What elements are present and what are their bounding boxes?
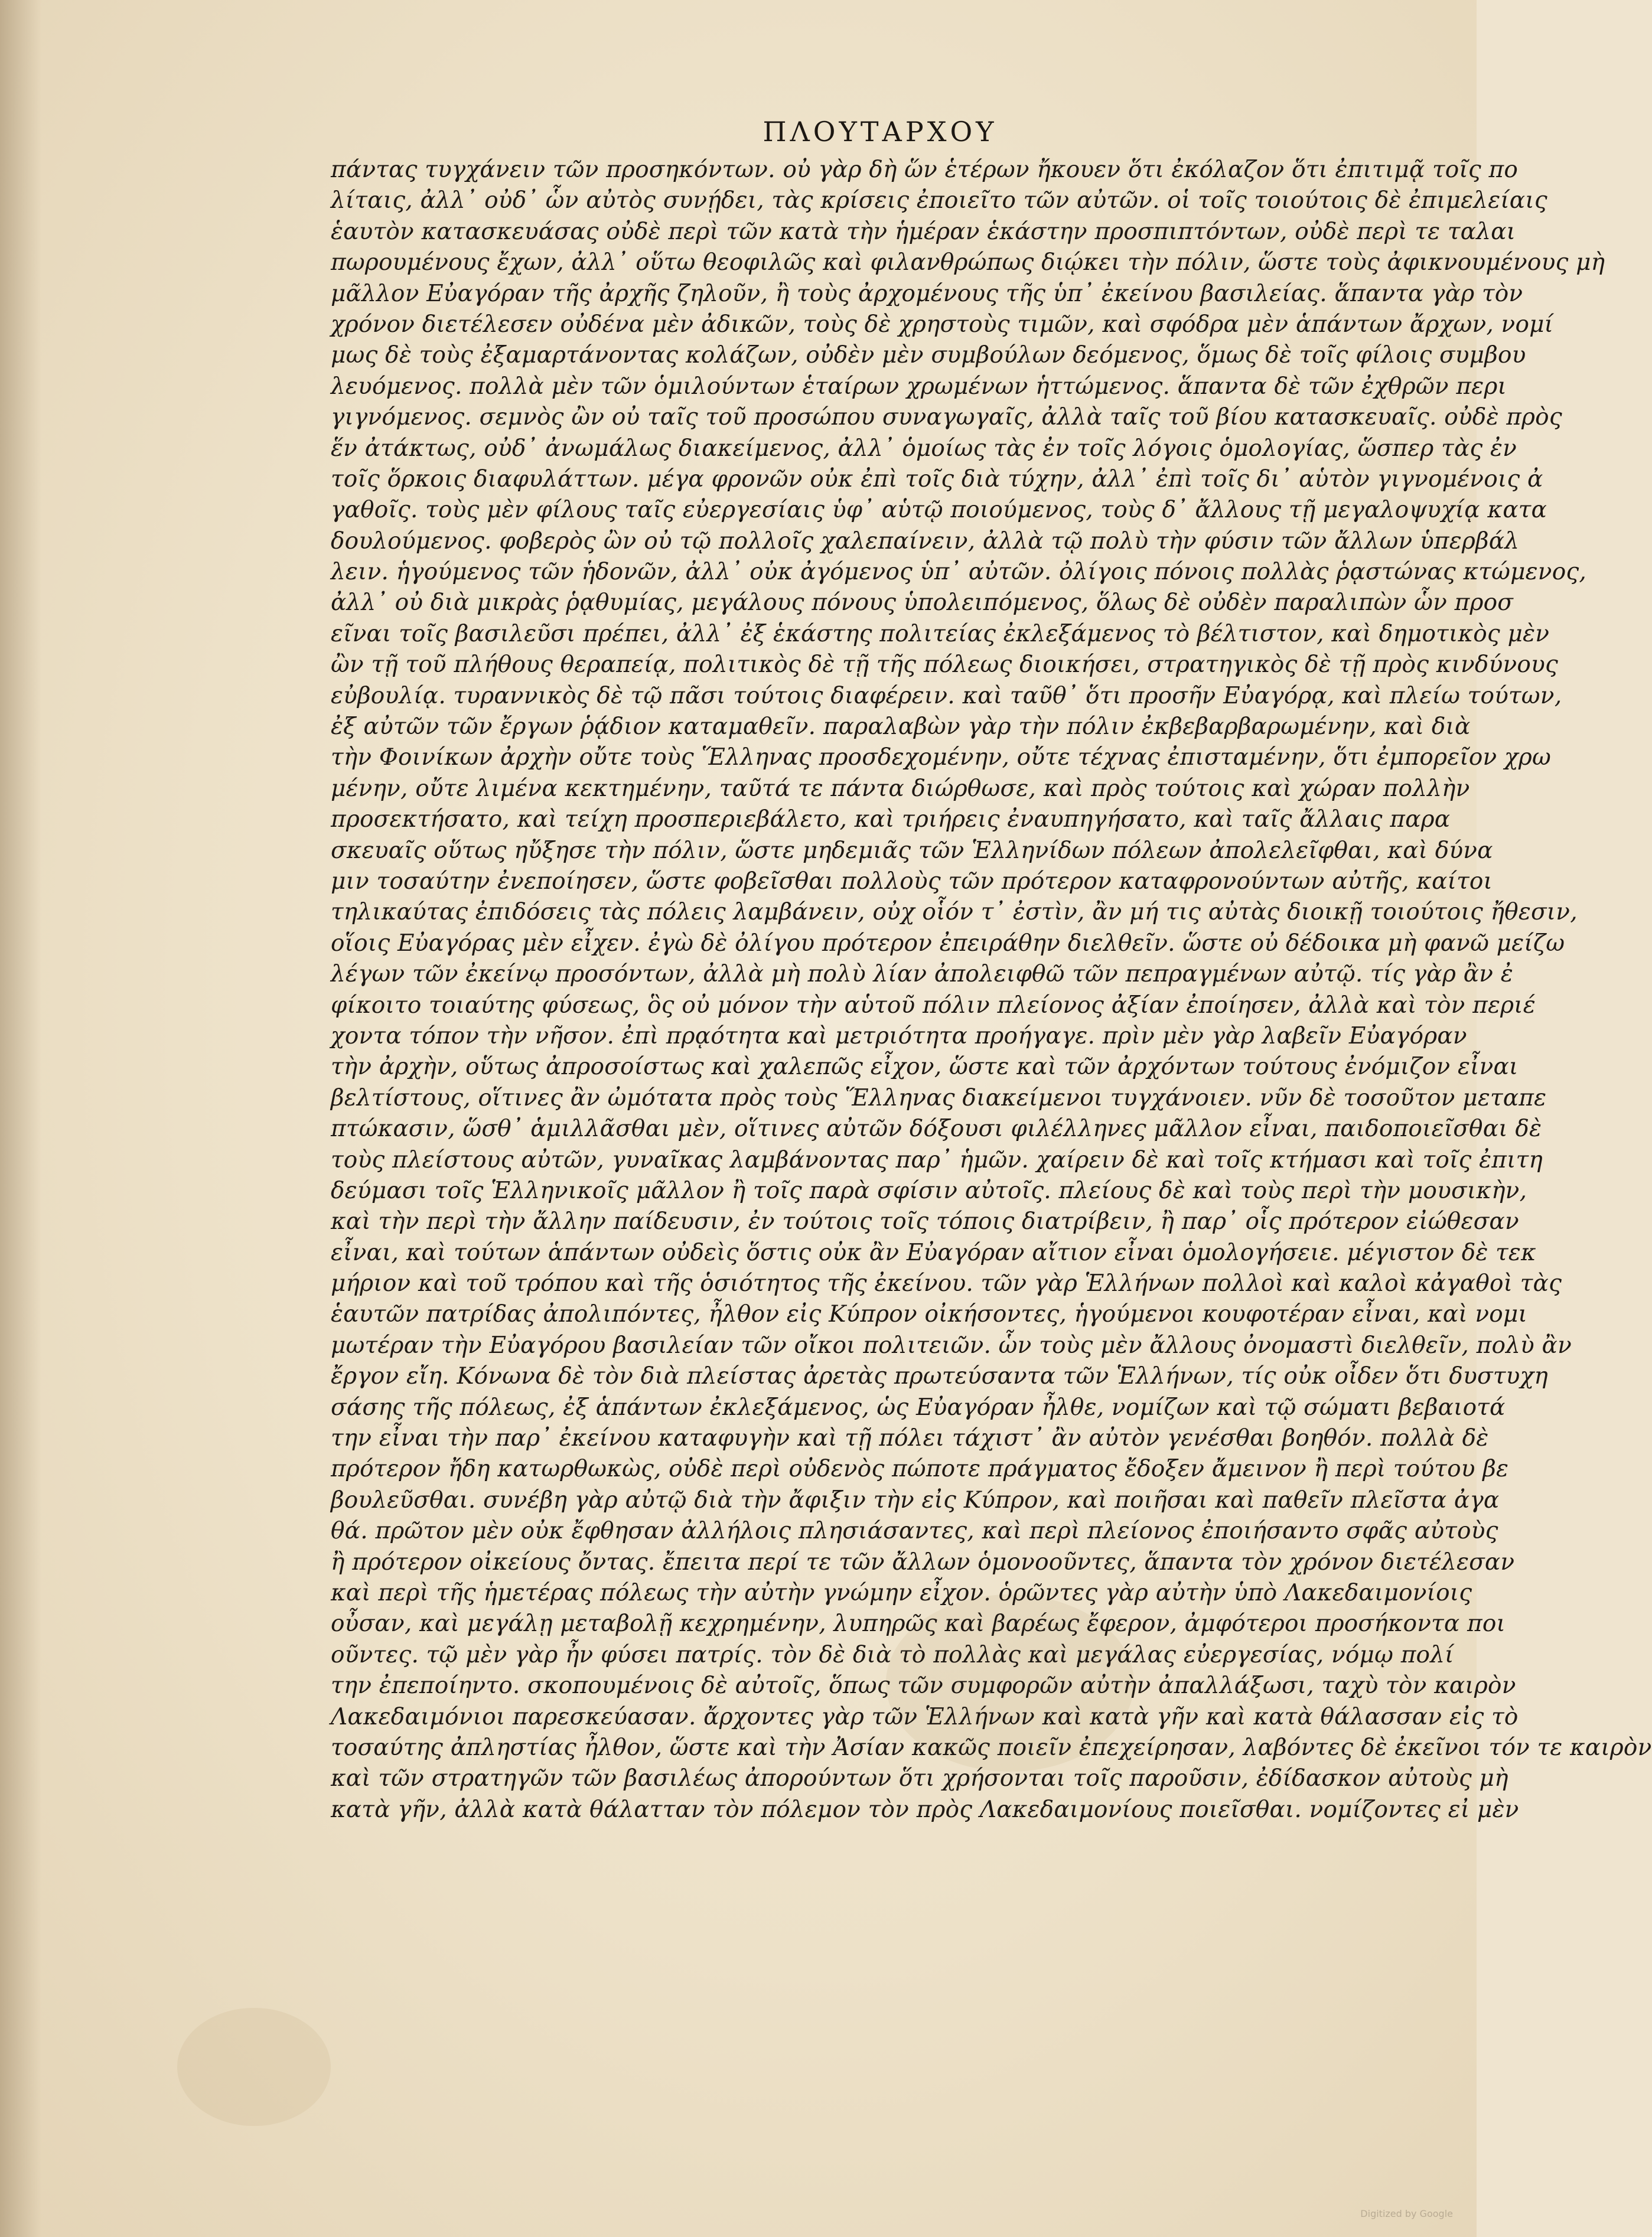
text-line: οἵοις Εὐαγόρας μὲν εἶχεν. ἐγὼ δὲ ὀλίγου πρότερον ἐπειράθην διελθεῖν. ὥστε οὐ δέδοικα μὴ φανῶ μείζω <box>331 930 1565 957</box>
text-line: καὶ τῶν στρατηγῶν τῶν βασιλέως ἀπορούντων ὅτι χρήσονται τοῖς παροῦσιν, ἐδίδασκον αὐτοὺς μὴ <box>331 1765 1508 1792</box>
text-line: καὶ περὶ τῆς ἡμετέρας πόλεως τὴν αὐτὴν γνώμην εἶχον. ὁρῶντες γὰρ αὐτὴν ὑπὸ Λακεδαιμονίοις <box>331 1579 1472 1606</box>
text-line: ἐξ αὐτῶν τῶν ἔργων ῥᾴδιον καταμαθεῖν. παραλαβὼν γὰρ τὴν πόλιν ἐκβεβαρβαρωμένην, καὶ διὰ <box>331 713 1471 741</box>
text-line: μένην, οὔτε λιμένα κεκτημένην, ταῦτά τε πάντα διώρθωσε, καὶ πρὸς τούτοις καὶ χώραν πολλὴν <box>331 775 1470 802</box>
text-line: δεύμασι τοῖς Ἑλληνικοῖς μᾶλλον ἢ τοῖς παρὰ σφίσιν αὐτοῖς. πλείους δὲ καὶ τοὺς περὶ τὴν μουσικὴν, <box>331 1177 1527 1204</box>
text-line: εἶναι, καὶ τούτων ἁπάντων οὐδεὶς ὅστις οὐκ ἂν Εὐαγόραν αἴτιον εἶναι ὁμολογήσειε. μέγιστον δὲ τεκ <box>331 1239 1536 1266</box>
text-line: τὴν ἀρχὴν, οὕτως ἀπροσοίστως καὶ χαλεπῶς εἶχον, ὥστε καὶ τῶν ἀρχόντων τούτους ἐνόμιζον εἶναι <box>331 1054 1519 1081</box>
paper-stain <box>177 2008 331 2126</box>
text-line: πτώκασιν, ὥσθ᾽ ἁμιλλᾶσθαι μὲν, οἵτινες αὐτῶν δόξουσι φιλέλληνες μᾶλλον εἶναι, παιδοποιεῖσθαι δὲ <box>331 1116 1542 1143</box>
text-line: μως δὲ τοὺς ἐξαμαρτάνοντας κολάζων, οὐδὲν μὲν συμβούλων δεόμενος, ὅμως δὲ τοῖς φίλοις συμβου <box>331 342 1526 369</box>
text-line: προσεκτήσατο, καὶ τείχη προσπεριεβάλετο, καὶ τριήρεις ἐναυπηγήσατο, καὶ ταῖς ἄλλαις παρα <box>331 806 1451 833</box>
text-line: λειν. ἡγούμενος τῶν ἡδονῶν, ἀλλ᾽ οὐκ ἀγόμενος ὑπ᾽ αὐτῶν. ὀλίγοις πόνοις πολλὰς ῥᾳστώνας κτώμενος, <box>331 559 1587 586</box>
text-line: πρότερον ἤδη κατωρθωκὼς, οὐδὲ περὶ οὐδενὸς πώποτε πράγματος ἔδοξεν ἄμεινον ἢ περὶ τούτου βε <box>331 1456 1509 1483</box>
text-line: Λακεδαιμόνιοι παρεσκεύασαν. ἄρχοντες γὰρ τῶν Ἑλλήνων καὶ κατὰ γῆν καὶ κατὰ θάλασσαν εἰς τὸ <box>331 1703 1519 1730</box>
text-line: ἢ πρότερον οἰκείους ὄντας. ἔπειτα περί τε τῶν ἄλλων ὁμονοοῦντες, ἅπαντα τὸν χρόνον διετέλεσαν <box>331 1548 1515 1576</box>
text-line: ἑαυτὸν κατασκευάσας οὐδὲ περὶ τῶν κατὰ τὴν ἡμέραν ἑκάστην προσπιπτόντων, οὐδὲ περὶ τε ταλαι <box>331 218 1516 245</box>
text-line: τοὺς πλείστους αὐτῶν, γυναῖκας λαμβάνοντας παρ᾽ ἡμῶν. χαίρειν δὲ καὶ τοῖς κτήμασι καὶ τοῖς ἐπιτη <box>331 1146 1543 1173</box>
text-line: γαθοῖς. τοὺς μὲν φίλους ταῖς εὐεργεσίαις ὑφ᾽ αὑτῷ ποιούμενος, τοὺς δ᾽ ἄλλους τῇ μεγαλοψυχίᾳ κατα <box>331 497 1547 524</box>
text-line: σκευαῖς οὕτως ηὔξησε τὴν πόλιν, ὥστε μηδεμιᾶς τῶν Ἑλληνίδων πόλεων ἀπολελεῖφθαι, καὶ δύνα <box>331 837 1493 864</box>
text-line: ἕν ἀτάκτως, οὐδ᾽ ἀνωμάλως διακείμενος, ἀλλ᾽ ὁμοίως τὰς ἐν τοῖς λόγοις ὁμολογίας, ὥσπερ τὰς ἐν <box>331 435 1517 462</box>
text-line: χοντα τόπον τὴν νῆσον. ἐπὶ πρᾳότητα καὶ μετριότητα προήγαγε. πρὶν μὲν γὰρ λαβεῖν Εὐαγόραν <box>331 1022 1467 1049</box>
text-line: θά. πρῶτον μὲν οὐκ ἔφθησαν ἀλλήλοις πλησιάσαντες, καὶ περὶ πλείονος ἐποιήσαντο σφᾶς αὐτοὺς <box>331 1518 1498 1545</box>
text-line: πάντας τυγχάνειν τῶν προσηκόντων. οὐ γὰρ δὴ ὥν ἑτέρων ἤκουεν ὅτι ἐκόλαζον ὅτι ἐπιτιμᾷ τοῖς πο <box>331 156 1519 183</box>
text-line: πωρουμένους ἔχων, ἀλλ᾽ οὕτω θεοφιλῶς καὶ φιλανθρώπως διῴκει τὴν πόλιν, ὥστε τοὺς ἀφικνουμένους μὴ <box>331 249 1605 276</box>
text-line: μήριον καὶ τοῦ τρόπου καὶ τῆς ὁσιότητος τῆς ἐκείνου. τῶν γὰρ Ἑλλήνων πολλοὶ καὶ καλοὶ κἀγαθοὶ τὰς <box>331 1270 1562 1297</box>
text-line: ἀλλ᾽ οὐ διὰ μικρὰς ῥᾳθυμίας, μεγάλους πόνους ὑπολειπόμενος, ὅλως δὲ οὐδὲν παραλιπὼν ὧν προσ <box>331 589 1514 617</box>
text-line: οὖσαν, καὶ μεγάλῃ μεταβολῇ κεχρημένην, λυπηρῶς καὶ βαρέως ἔφερον, ἀμφότεροι προσήκοντα ποι <box>331 1610 1506 1638</box>
text-line: καὶ τὴν περὶ τὴν ἄλλην παίδευσιν, ἐν τούτοις τοῖς τόποις διατρίβειν, ἢ παρ᾽ οἷς πρότερον εἰώθεσαν <box>331 1208 1519 1235</box>
text-line: λίταις, ἀλλ᾽ οὐδ᾽ ὧν αὐτὸς συνῄδει, τὰς κρίσεις ἐποιεῖτο τῶν αὐτῶν. οἱ τοῖς τοιούτοις δὲ ἐπιμελείαις <box>331 187 1547 214</box>
text-line: δουλούμενος. φοβερὸς ὢν οὐ τῷ πολλοῖς χαλεπαίνειν, ἀλλὰ τῷ πολὺ τὴν φύσιν τῶν ἄλλων ὑπερβάλ <box>331 527 1520 555</box>
text-line: γιγνόμενος. σεμνὸς ὢν οὐ ταῖς τοῦ προσώπου συναγωγαῖς, ἀλλὰ ταῖς τοῦ βίου κατασκευαῖς. οὐδὲ πρὸς <box>331 404 1562 431</box>
text-line: την εἶναι τὴν παρ᾽ ἐκείνου καταφυγὴν καὶ τῇ πόλει τάχιστ᾽ ἂν αὐτὸν γενέσθαι βοηθόν. πολλὰ δὲ <box>331 1425 1489 1452</box>
text-line: φίκοιτο τοιαύτης φύσεως, ὃς οὐ μόνον τὴν αὑτοῦ πόλιν πλείονος ἀξίαν ἐποίησεν, ἀλλὰ καὶ τὸν περιέ <box>331 992 1536 1019</box>
text-line: ὢν τῇ τοῦ πλήθους θεραπείᾳ, πολιτικὸς δὲ τῇ τῆς πόλεως διοικήσει, στρατηγικὸς δὲ τῇ πρὸς κινδύνους <box>331 651 1559 679</box>
page-edge-shadow <box>0 0 41 2237</box>
text-line: ἔργον εἴη. Κόνωνα δὲ τὸν διὰ πλείστας ἀρετὰς πρωτεύσαντα τῶν Ἑλλήνων, τίς οὐκ οἶδεν ὅτι δυστυχη <box>331 1363 1548 1390</box>
main-text <box>331 155 1652 1825</box>
text-line: τηλικαύτας ἐπιδόσεις τὰς πόλεις λαμβάνειν, οὐχ οἷόν τ᾽ ἐστὶν, ἂν μή τις αὐτὰς διοικῇ τοιούτοις ἤθεσιν, <box>331 899 1578 926</box>
text-line: μιν τοσαύτην ἐνεποίησεν, ὥστε φοβεῖσθαι πολλοὺς τῶν πρότερον καταφρονούντων αὐτῆς, καίτοι <box>331 868 1493 895</box>
text-line: χρόνον διετέλεσεν οὐδένα μὲν ἀδικῶν, τοὺς δὲ χρηστοὺς τιμῶν, καὶ σφόδρα μὲν ἁπάντων ἄρχων, νομί <box>331 311 1554 338</box>
text-line: μᾶλλον Εὐαγόραν τῆς ἀρχῆς ζηλοῦν, ἢ τοὺς ἀρχομένους τῆς ὑπ᾽ ἐκείνου βασιλείας. ἅπαντα γὰρ τὸν <box>331 280 1523 307</box>
text-line: βουλεῦσθαι. συνέβη γὰρ αὐτῷ διὰ τὴν ἄφιξιν τὴν εἰς Κύπρον, καὶ ποιῆσαι καὶ παθεῖν πλεῖστα ἀγα <box>331 1486 1500 1514</box>
running-head: ΠΛΟΥΤΑΡΧΟΥ <box>763 116 998 148</box>
text-line: εὐβουλίᾳ. τυραννικὸς δὲ τῷ πᾶσι τούτοις διαφέρειν. καὶ ταῦθ᾽ ὅτι προσῆν Εὐαγόρᾳ, καὶ πλείω τούτων, <box>331 682 1562 709</box>
digitization-watermark: Digitized by Google <box>1360 2208 1453 2219</box>
text-line: λευόμενος. πολλὰ μὲν τῶν ὁμιλούντων ἑταίρων χρωμένων ἡττώμενος. ἅπαντα δὲ τῶν ἐχθρῶν περι <box>331 373 1507 400</box>
text-line: εῖναι τοῖς βασιλεῦσι πρέπει, ἀλλ᾽ ἐξ ἑκάστης πολιτείας ἐκλεξάμενος τὸ βέλτιστον, καὶ δημοτικὸς μὲν <box>331 620 1550 647</box>
text-line: την ἐπεποίηντο. σκοπουμένοις δὲ αὐτοῖς, ὅπως τῶν συμφορῶν αὐτὴν ἀπαλλάξωσι, ταχὺ τὸν καιρὸν <box>331 1672 1516 1700</box>
text-line: τὴν Φοινίκων ἀρχὴν οὔτε τοὺς Ἕλληνας προσδεχομένην, οὔτε τέχνας ἐπισταμένην, ὅτι ἐμπορεῖον χρω <box>331 744 1551 771</box>
text-line: τοσαύτης ἀπληστίας ἦλθον, ὥστε καὶ τὴν Ἀσίαν κακῶς ποιεῖν ἐπεχείρησαν, λαβόντες δὲ ἐκεῖνοι τόν τε καιρὸν <box>331 1734 1652 1761</box>
text-line: μωτέραν τὴν Εὐαγόρου βασιλείαν τῶν οἴκοι πολιτειῶν. ὧν τοὺς μὲν ἄλλους ὀνομαστὶ διελθεῖν, πολὺ ἂν <box>331 1332 1572 1359</box>
text-line: σάσης τῆς πόλεως, ἐξ ἁπάντων ἐκλεξάμενος, ὡς Εὐαγόραν ἦλθε, νομίζων καὶ τῷ σώματι βεβαιοτά <box>331 1394 1506 1421</box>
text-line: λέγων τῶν ἐκείνῳ προσόντων, ἀλλὰ μὴ πολὺ λίαν ἀπολειφθῶ τῶν πεπραγμένων αὐτῷ. τίς γὰρ ἂν ἐ <box>331 961 1513 988</box>
text-line: κατὰ γῆν, ἀλλὰ κατὰ θάλατταν τὸν πόλεμον τὸν πρὸς Λακεδαιμονίους ποιεῖσθαι. νομίζοντες εἰ μὲν <box>331 1796 1519 1823</box>
text-line: τοῖς ὅρκοις διαφυλάττων. μέγα φρονῶν οὐκ ἐπὶ τοῖς διὰ τύχην, ἀλλ᾽ ἐπὶ τοῖς δι᾽ αὑτὸν γιγνομένοις ἀ <box>331 465 1543 493</box>
text-line: βελτίστους, οἵτινες ἂν ὠμότατα πρὸς τοὺς Ἕλληνας διακείμενοι τυγχάνοιεν. νῦν δὲ τοσοῦτον μεταπε <box>331 1084 1547 1111</box>
text-line: ἑαυτῶν πατρίδας ἀπολιπόντες, ἦλθον εἰς Κύπρον οἰκήσοντες, ἡγούμενοι κουφοτέραν εἶναι, καὶ νομι <box>331 1301 1527 1328</box>
text-line: οῦντες. τῷ μὲν γὰρ ἦν φύσει πατρίς. τὸν δὲ διὰ τὸ πολλὰς καὶ μεγάλας εὐεργεσίας, νόμῳ πολί <box>331 1641 1454 1668</box>
